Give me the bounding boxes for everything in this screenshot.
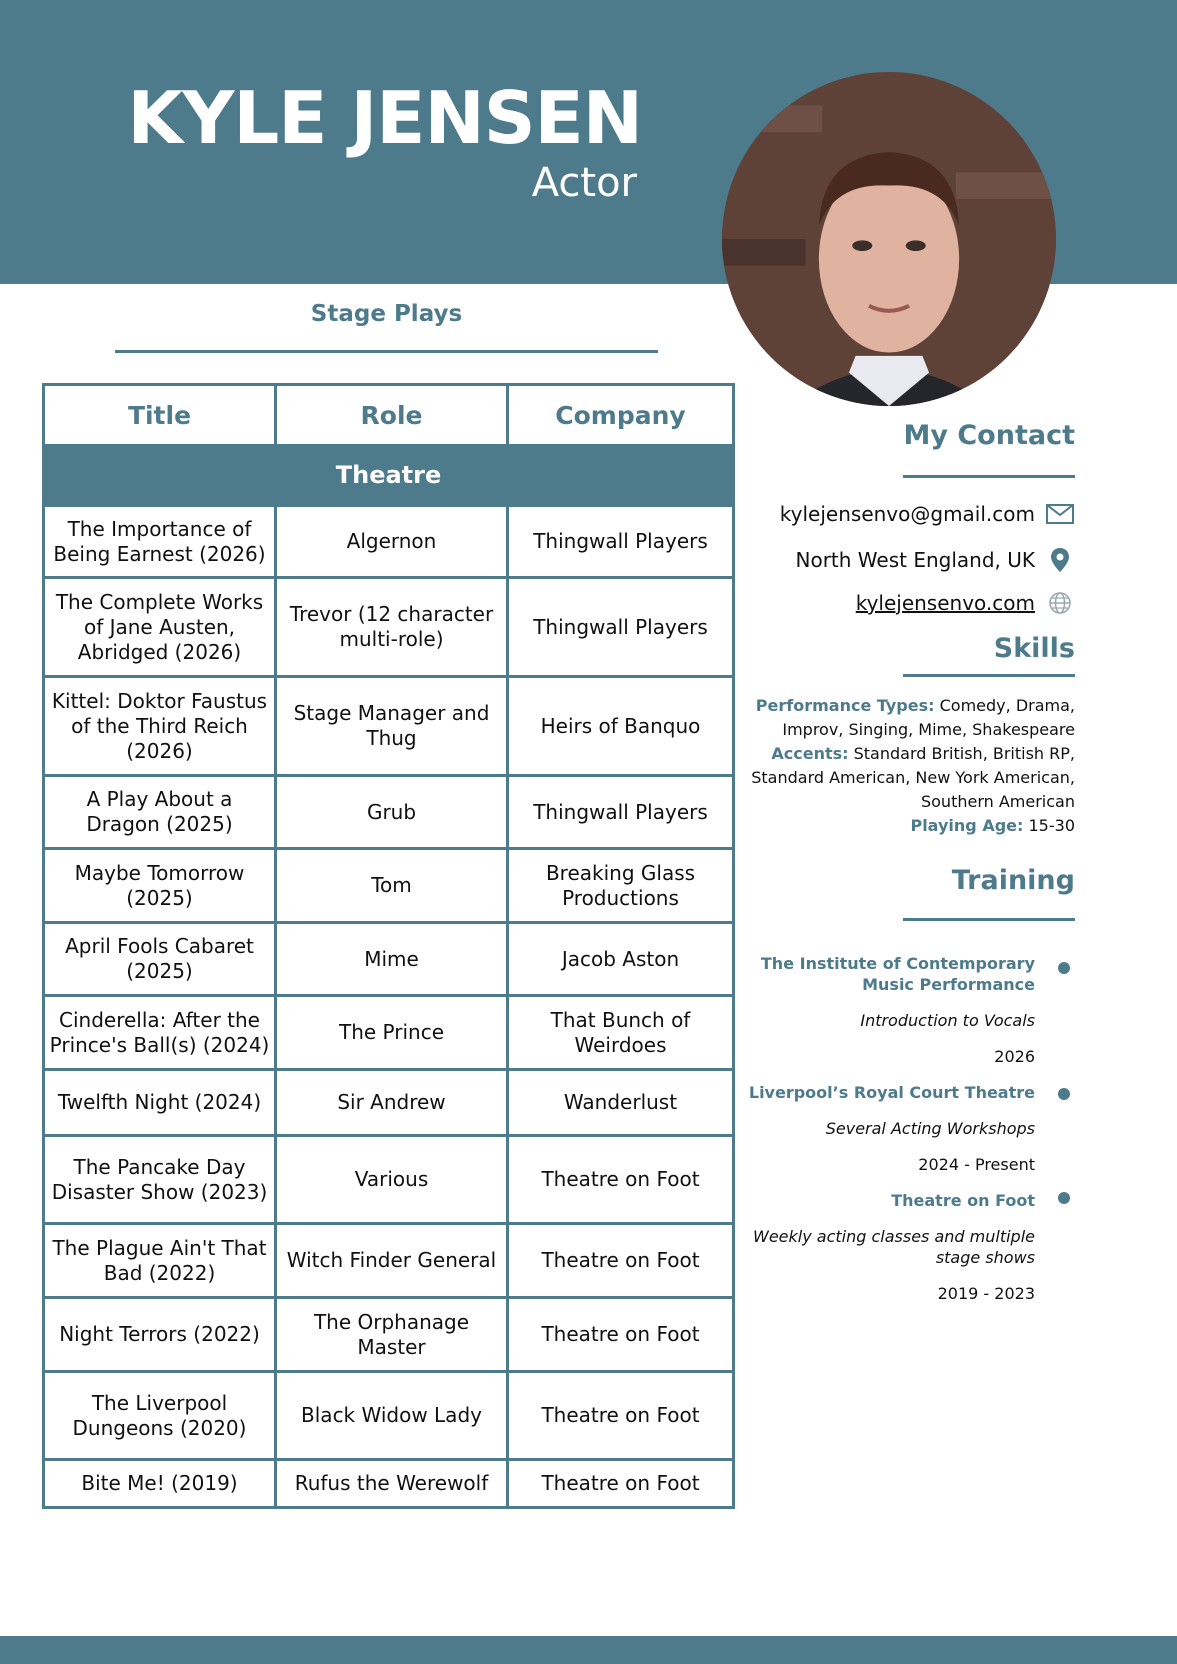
stage-plays-table — [42, 383, 735, 1509]
training-bullet — [1058, 962, 1070, 974]
training-years: 2026 — [994, 1047, 1035, 1066]
training-school: Theatre on Foot — [891, 1191, 1035, 1210]
stage-plays-heading: Stage Plays — [310, 301, 463, 327]
training-school: Liverpool’s Royal Court Theatre — [748, 1083, 1035, 1102]
column-header-title: Title — [44, 385, 276, 446]
play-role: Rufus the Werewolf — [276, 1460, 508, 1508]
actor-title: Actor — [531, 160, 637, 206]
skill-accents — [735, 742, 1075, 814]
play-title: Cinderella: After the Prince's Ball(s) (2024) — [44, 996, 276, 1070]
actor-name: KYLE JENSEN — [127, 76, 642, 160]
play-title: A Play About a Dragon (2025) — [44, 776, 276, 849]
play-company: Thingwall Players — [508, 578, 734, 677]
play-title: The Complete Works of Jane Austen, Abridged (2026) — [44, 578, 276, 677]
column-header-role: Role — [276, 385, 508, 446]
play-title: Kittel: Doktor Faustus of the Third Reich (2026) — [44, 677, 276, 776]
play-role: Stage Manager and Thug — [276, 677, 508, 776]
table-row — [44, 1136, 734, 1224]
skill-label: Accents: — [771, 744, 849, 763]
play-company: Theatre on Foot — [508, 1224, 734, 1298]
training-bullet — [1058, 1088, 1070, 1100]
table-row — [44, 1298, 734, 1372]
play-role: Algernon — [276, 506, 508, 578]
table-row — [44, 996, 734, 1070]
table-row — [44, 1460, 734, 1508]
table-row — [44, 506, 734, 578]
table-row — [44, 923, 734, 996]
training-course: Introduction to Vocals — [860, 1011, 1035, 1030]
profile-photo — [722, 72, 1056, 406]
play-company: Theatre on Foot — [508, 1372, 734, 1460]
location-text: North West England, UK — [795, 548, 1035, 572]
play-company: Thingwall Players — [508, 506, 734, 578]
play-company: Breaking Glass Productions — [508, 849, 734, 923]
play-title: Maybe Tomorrow (2025) — [44, 849, 276, 923]
website-link[interactable]: kylejensenvo.com — [855, 591, 1035, 615]
play-role: Grub — [276, 776, 508, 849]
table-row — [44, 849, 734, 923]
training-years: 2019 - 2023 — [937, 1284, 1035, 1303]
email-text: kylejensenvo@gmail.com — [779, 502, 1035, 526]
contact-website — [856, 590, 1075, 616]
play-title: The Plague Ain't That Bad (2022) — [44, 1224, 276, 1298]
play-company: Jacob Aston — [508, 923, 734, 996]
play-company: That Bunch of Weirdoes — [508, 996, 734, 1070]
skill-label: Playing Age: — [910, 816, 1024, 835]
group-row-theatre — [44, 446, 734, 506]
play-title: Bite Me! (2019) — [44, 1460, 276, 1508]
table-row — [44, 1224, 734, 1298]
skill-label: Performance Types: — [755, 696, 935, 715]
play-company: Heirs of Banquo — [508, 677, 734, 776]
stage-plays-divider — [115, 350, 658, 353]
training-bullet — [1058, 1192, 1070, 1204]
play-title: The Pancake Day Disaster Show (2023) — [44, 1136, 276, 1224]
table-row — [44, 677, 734, 776]
play-role: The Prince — [276, 996, 508, 1070]
skills-divider — [903, 674, 1075, 677]
play-title: April Fools Cabaret (2025) — [44, 923, 276, 996]
play-company: Wanderlust — [508, 1070, 734, 1136]
skills-list — [735, 694, 1075, 838]
play-company: Theatre on Foot — [508, 1136, 734, 1224]
table-row — [44, 1372, 734, 1460]
play-title: Twelfth Night (2024) — [44, 1070, 276, 1136]
mail-icon — [1045, 501, 1075, 527]
column-header-company: Company — [508, 385, 734, 446]
skill-value: 15-30 — [1028, 816, 1075, 835]
play-title: The Importance of Being Earnest (2026) — [44, 506, 276, 578]
contact-location — [796, 547, 1075, 573]
training-heading: Training — [951, 865, 1075, 896]
table-header-row — [44, 385, 734, 446]
footer-band — [0, 1636, 1177, 1664]
play-role: Various — [276, 1136, 508, 1224]
play-title: The Liverpool Dungeons (2020) — [44, 1372, 276, 1460]
training-years: 2024 - Present — [918, 1155, 1035, 1174]
table-row — [44, 776, 734, 849]
globe-icon — [1045, 590, 1075, 616]
play-role: Mime — [276, 923, 508, 996]
skill-playing-age — [735, 814, 1075, 838]
training-divider — [903, 918, 1075, 921]
contact-heading: My Contact — [903, 420, 1075, 451]
table-row — [44, 578, 734, 677]
play-role: Tom — [276, 849, 508, 923]
play-role: Black Widow Lady — [276, 1372, 508, 1460]
training-course: Weekly acting classes and multiple stage shows — [753, 1227, 1035, 1267]
play-role: The Orphanage Master — [276, 1298, 508, 1372]
play-role: Sir Andrew — [276, 1070, 508, 1136]
play-title: Night Terrors (2022) — [44, 1298, 276, 1372]
play-role: Trevor (12 character multi-role) — [276, 578, 508, 677]
skill-value: Standard British, British RP, Standard American, New York American, Southern American — [751, 744, 1075, 811]
table-row — [44, 1070, 734, 1136]
play-company: Theatre on Foot — [508, 1298, 734, 1372]
play-role: Witch Finder General — [276, 1224, 508, 1298]
location-pin-icon — [1045, 547, 1075, 573]
contact-divider — [903, 475, 1075, 478]
group-label: Theatre — [44, 446, 734, 506]
play-company: Thingwall Players — [508, 776, 734, 849]
skills-heading: Skills — [993, 633, 1075, 664]
training-school: The Institute of Contemporary Music Performance — [760, 954, 1035, 994]
skill-value: Comedy, Drama, Improv, Singing, Mime, Shakespeare — [782, 696, 1075, 739]
play-company: Theatre on Foot — [508, 1460, 734, 1508]
contact-email — [780, 501, 1075, 527]
training-course: Several Acting Workshops — [825, 1119, 1035, 1138]
skill-performance — [735, 694, 1075, 742]
